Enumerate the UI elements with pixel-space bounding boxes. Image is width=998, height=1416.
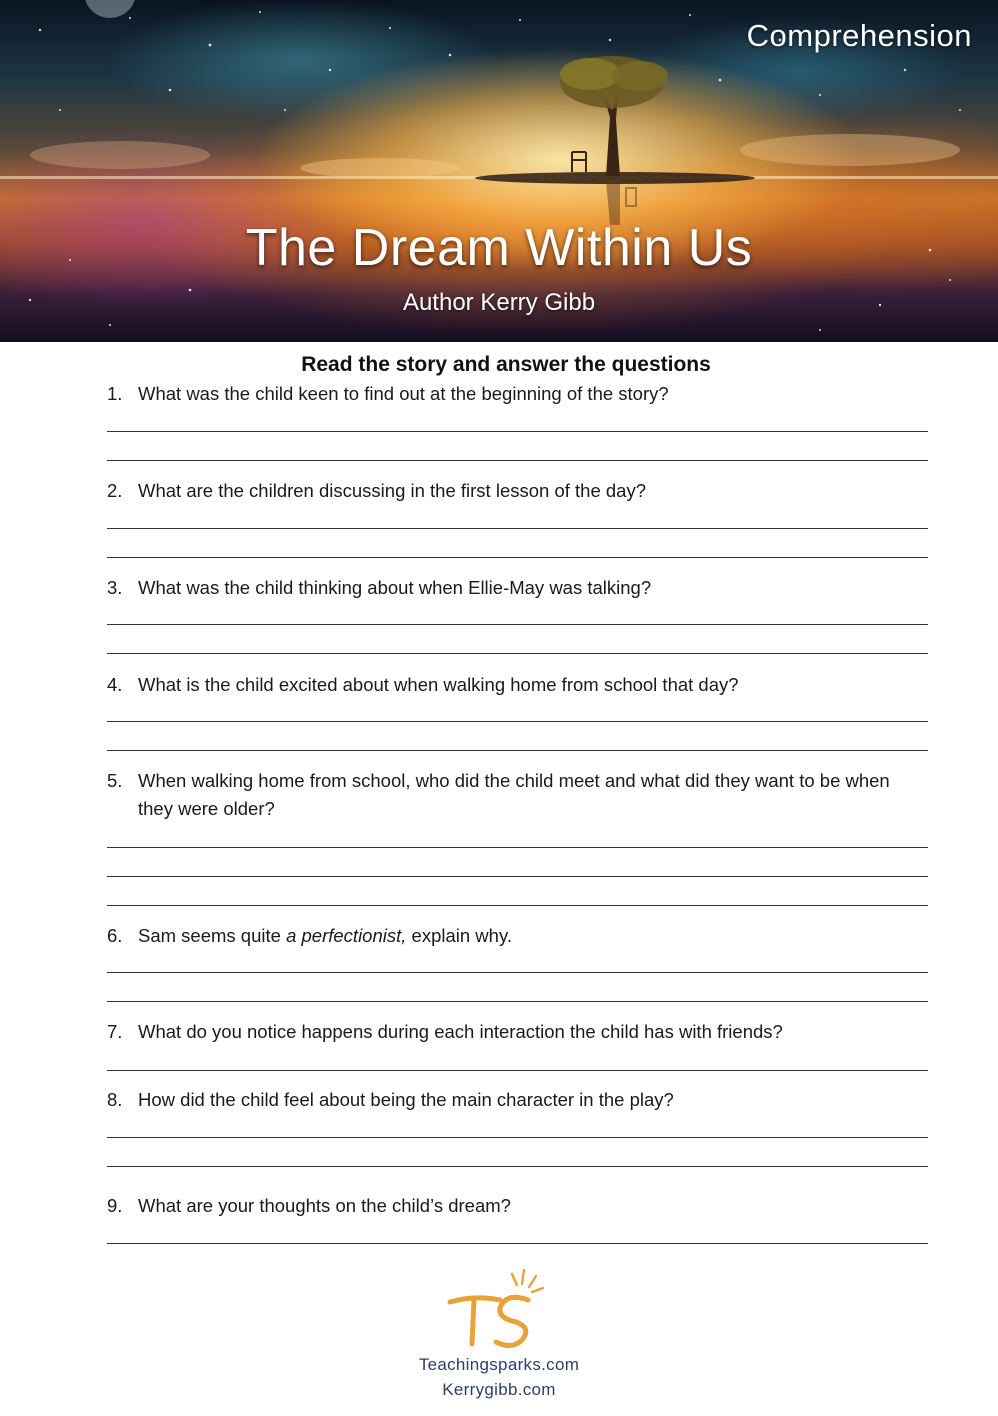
question-text: What do you notice happens during each interaction the child has with friends? — [138, 1021, 783, 1042]
spark-icon — [512, 1270, 543, 1292]
question-number: 6. — [107, 925, 123, 946]
answer-line[interactable] — [107, 624, 928, 625]
answer-line[interactable] — [107, 876, 928, 877]
question-7 — [107, 1018, 927, 1046]
page-title: The Dream Within Us — [245, 219, 753, 277]
header-banner — [0, 0, 998, 342]
question-number: 7. — [107, 1021, 123, 1042]
answer-line[interactable] — [107, 750, 928, 751]
question-number: 1. — [107, 383, 123, 404]
question-1 — [107, 380, 927, 408]
answer-line[interactable] — [107, 1001, 928, 1002]
website-link-teachingsparks[interactable]: Teachingsparks.com — [418, 1355, 580, 1374]
author-line: Author Kerry Gibb — [402, 289, 596, 316]
question-text: When walking home from school, who did the child meet and what did they want to be when they were older? — [138, 770, 890, 819]
question-number: 5. — [107, 770, 123, 791]
answer-line[interactable] — [107, 1137, 928, 1138]
question-3 — [107, 574, 927, 602]
answer-line[interactable] — [107, 653, 928, 654]
question-text: What are the children discussing in the first lesson of the day? — [138, 480, 646, 501]
question-4 — [107, 671, 927, 699]
question-text — [107, 922, 927, 950]
answer-line[interactable] — [107, 1070, 928, 1071]
answer-line[interactable] — [107, 905, 928, 906]
question-text: What was the child keen to find out at the beginning of the story? — [138, 383, 669, 404]
question-text-part: explain why. — [406, 925, 512, 946]
question-number: 8. — [107, 1089, 123, 1110]
question-text: How did the child feel about being the main character in the play? — [138, 1089, 674, 1110]
question-text: What was the child thinking about when Ellie-May was talking? — [138, 577, 652, 598]
website-link-kerrygibb[interactable]: Kerrygibb.com — [442, 1380, 556, 1399]
answer-line[interactable] — [107, 431, 928, 432]
question-number: 4. — [107, 674, 123, 695]
answer-line[interactable] — [107, 721, 928, 722]
worksheet-type-label: Comprehension — [746, 18, 972, 53]
question-text: What are your thoughts on the child’s dream? — [138, 1195, 511, 1216]
question-6 — [107, 922, 927, 950]
teaching-sparks-logo — [440, 1262, 550, 1350]
question-5 — [107, 767, 927, 823]
answer-line[interactable] — [107, 1166, 928, 1167]
answer-line[interactable] — [107, 528, 928, 529]
question-text-part: Sam seems quite — [138, 925, 287, 946]
instruction-heading: Read the story and answer the questions — [301, 353, 711, 376]
answer-line[interactable] — [107, 557, 928, 558]
answer-line[interactable] — [107, 847, 928, 848]
answer-line[interactable] — [107, 460, 928, 461]
question-number: 3. — [107, 577, 123, 598]
answer-line[interactable] — [107, 1243, 928, 1244]
question-number: 9. — [107, 1195, 123, 1216]
answer-line[interactable] — [107, 972, 928, 973]
question-number: 2. — [107, 480, 123, 501]
question-2 — [107, 477, 927, 505]
question-8 — [107, 1086, 927, 1114]
question-9 — [107, 1192, 927, 1220]
question-emphasis: a perfectionist, — [286, 925, 407, 946]
question-text: What is the child excited about when walking home from school that day? — [138, 674, 739, 695]
